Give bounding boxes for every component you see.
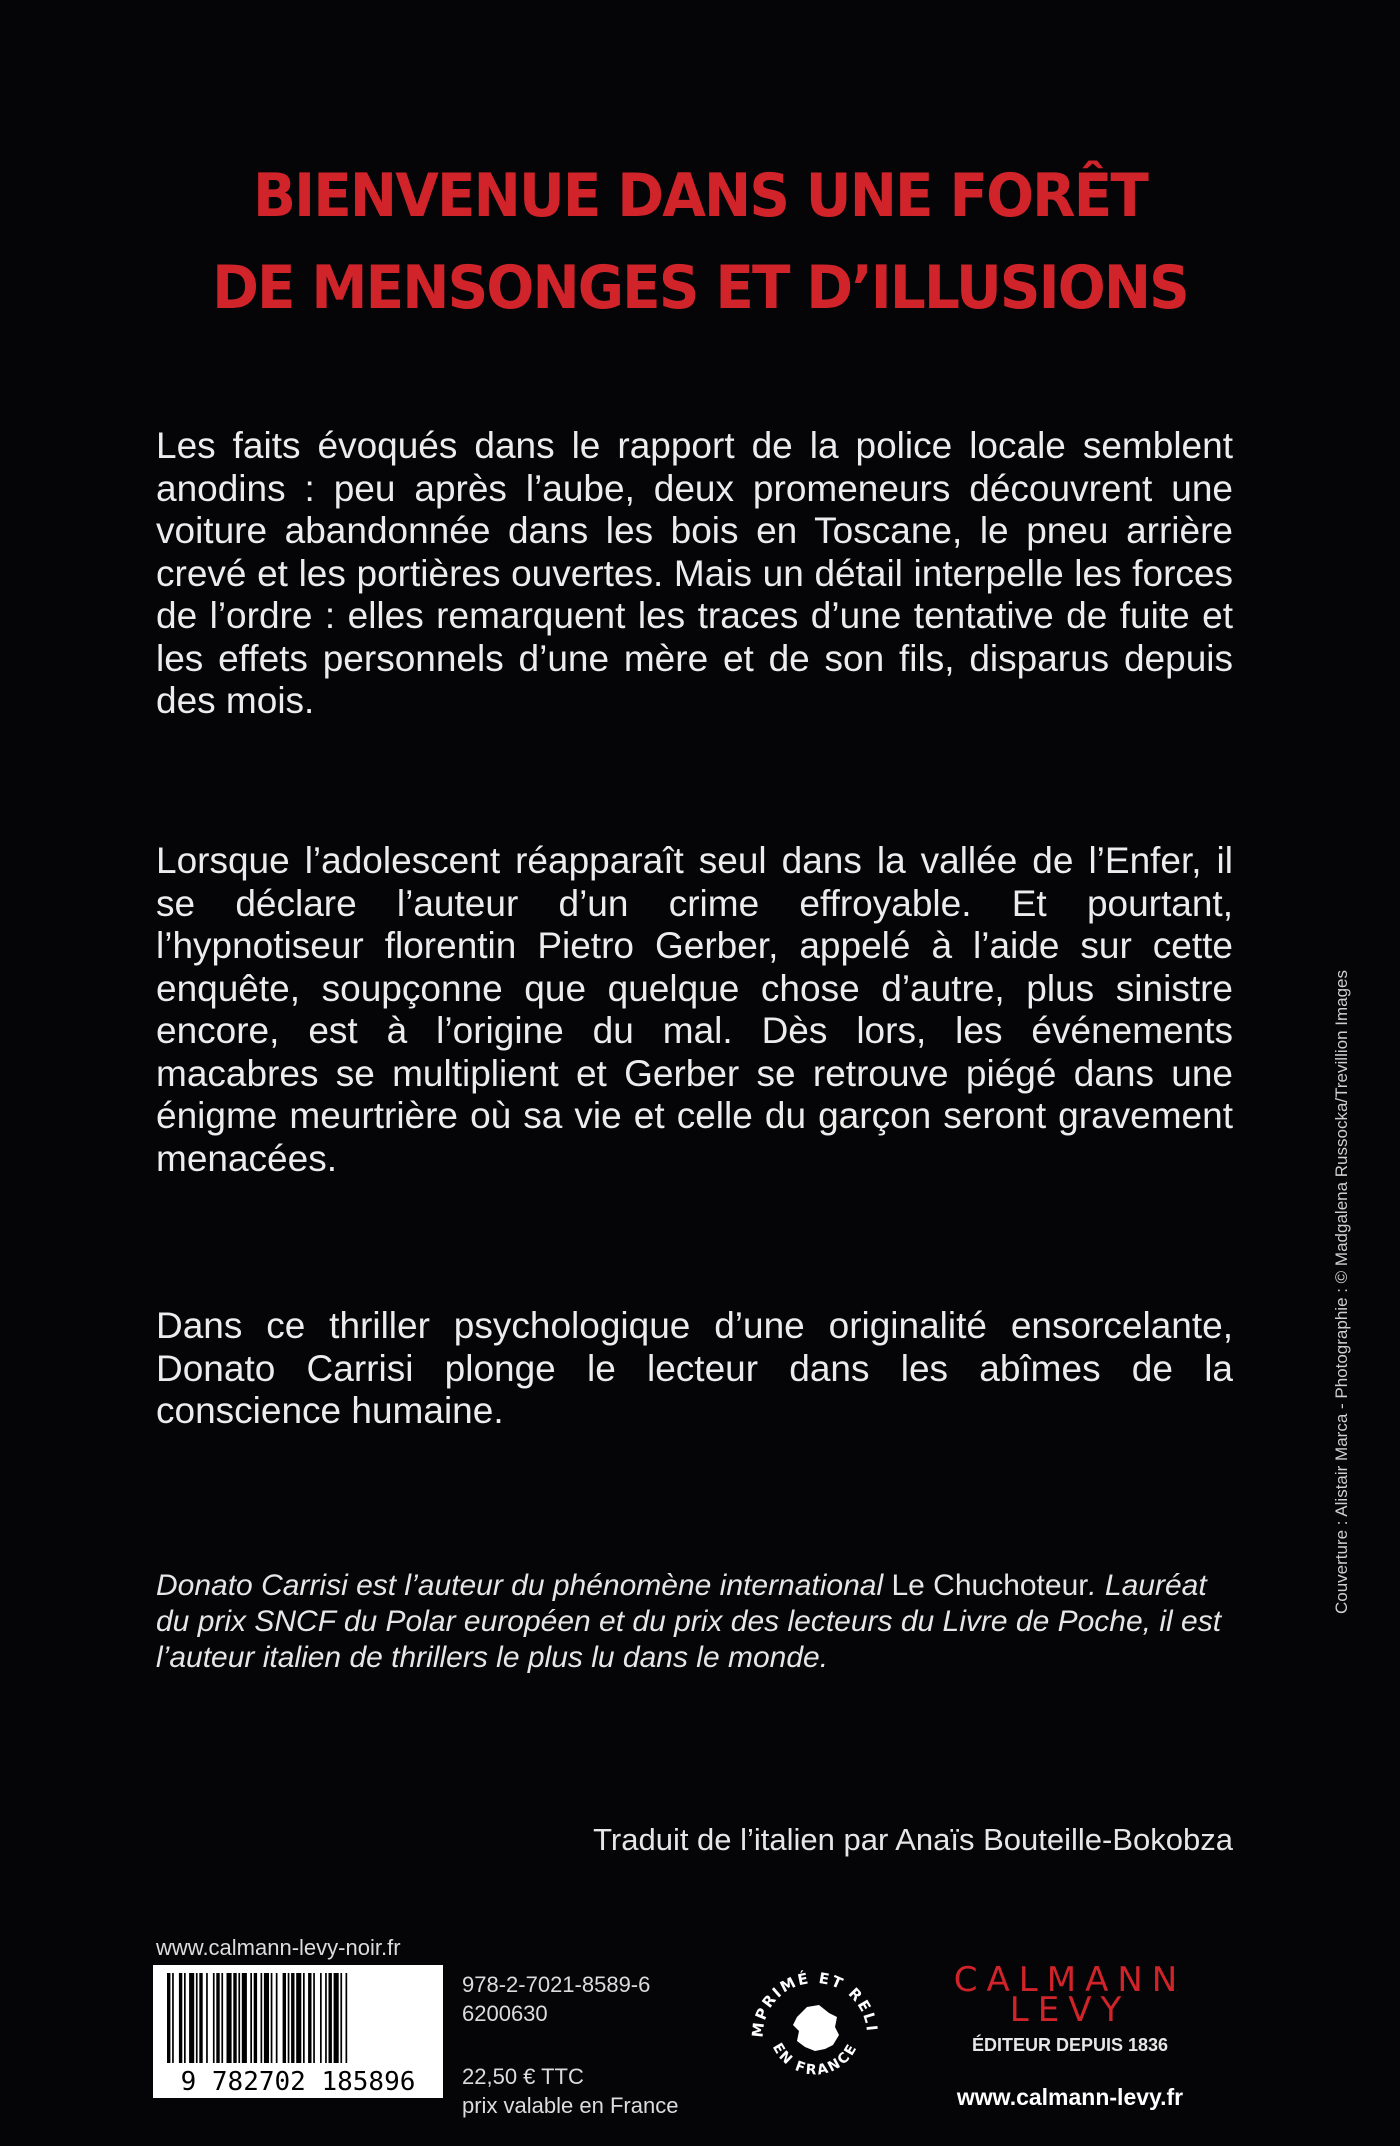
publisher-logo <box>940 1960 1200 2030</box>
barcode-bar <box>199 1973 202 2063</box>
barcode-bar <box>254 1973 257 2063</box>
author-bio <box>156 1568 1236 1676</box>
headline-line-2: DE MENSONGES ET D’ILLUSIONS <box>212 253 1188 323</box>
barcode-bar <box>308 1973 311 2063</box>
isbn: 978-2-7021-8589-6 <box>462 1972 651 1997</box>
bio-text-2: . Lauréat du prix SNCF du Polar européen et du prix des lecteurs du Livre de Poche, il est l’auteur italien de thrillers le plus lu dans le monde. <box>156 1569 1222 1674</box>
summary-paragraph-3: Dans ce thriller psychologique d’une originalité ensorcelante, Donato Carrisi plonge le lecteur dans les abîmes de la conscience humaine. <box>156 1305 1233 1431</box>
barcode-bar <box>291 1973 294 2063</box>
barcode-bar <box>242 1973 247 2063</box>
barcode-bar <box>221 1973 223 2063</box>
summary-paragraph-1: Les faits évoqués dans le rapport de la police locale semblent anodins : peu après l’aube, deux promeneurs découvrent une voiture abandonnée dans les bois en Toscane, le pneu arrière crevé et les portières ouvertes. Mais un détail interpelle les forces de l’ordre : elles remarquent les traces d’une tentative de fuite et les effets personnels d’une mère et de son fils, disparus depuis des mois. <box>156 425 1233 721</box>
barcode-bar <box>303 1973 305 2063</box>
barcode-bars <box>167 1973 347 2063</box>
headline-line-1: BIENVENUE DANS UNE FORÊT <box>253 161 1147 231</box>
barcode-bar <box>276 1973 278 2063</box>
barcode-bar <box>346 1973 348 2063</box>
barcode-bar <box>206 1973 208 2063</box>
barcode-graphic <box>153 1965 443 2098</box>
barcode-bar <box>167 1973 170 2063</box>
publisher-logo-line-2: LEVY <box>1009 1990 1131 2030</box>
barcode-bar <box>179 1973 182 2063</box>
cover-credit: Couverture : Alistair Marca - Photographie : © Madgalena Russocka/Trevillion Images <box>1332 969 1351 1615</box>
barcode-bar <box>325 1973 327 2063</box>
barcode-bar <box>261 1973 263 2063</box>
seal-top-text: MPRIMÉ ET RELI <box>748 1968 882 2039</box>
seal-bottom-text: EN FRANCE <box>768 2040 862 2079</box>
barcode-bar <box>216 1973 219 2063</box>
barcode-bar <box>296 1973 301 2063</box>
barcode-bar <box>340 1973 342 2063</box>
barcode-bar <box>329 1973 332 2063</box>
barcode-bar <box>196 1973 198 2063</box>
made-in-france-seal <box>745 1955 885 2105</box>
barcode-bar <box>334 1973 339 2063</box>
publisher-logo-line-1: CALMANN <box>953 1960 1187 2000</box>
publisher-block <box>940 1960 1200 2111</box>
headline <box>42 150 1358 334</box>
barcode-digits: 9 782702 185896 <box>180 2067 416 2097</box>
barcode-bar <box>227 1973 232 2063</box>
publisher-since: ÉDITEUR DEPUIS 1836 <box>971 2035 1169 2055</box>
barcode-bar <box>320 1973 322 2063</box>
price: 22,50 € TTC <box>462 2064 584 2089</box>
barcode-bar <box>271 1973 273 2063</box>
barcode-bar <box>250 1973 252 2063</box>
summary-paragraph-2: Lorsque l’adolescent réapparaît seul dans la vallée de l’Enfer, il se déclare l’auteur d’un crime effroyable. Et pourtant, l’hypnotiseur florentin Pietro Gerber, appelé à l’aide sur cette enquête, soupçonne que quelque chose d’autre, plus sinistre encore, est à l’origine du mal. Dès lors, les événements macabres se multiplient et Gerber se retrouve piégé dans une énigme meurtrière où sa vie et celle du garçon seront gravement menacées. <box>156 840 1233 1179</box>
bio-text-1: Donato Carrisi est l’auteur du phénomène international <box>156 1569 892 1602</box>
barcode-bar <box>313 1973 315 2063</box>
barcode-bar <box>264 1973 269 2063</box>
product-code: 6200630 <box>462 2001 548 2026</box>
barcode-bar <box>184 1973 186 2063</box>
barcode-bar <box>172 1973 174 2063</box>
translator-credit: Traduit de l’italien par Anaïs Bouteille-Bokobza <box>593 1822 1233 1857</box>
barcode-bar <box>189 1973 194 2063</box>
france-map-icon <box>793 2005 839 2051</box>
publisher-website[interactable]: www.calmann-levy.fr <box>956 2084 1184 2110</box>
barcode-bar <box>288 1973 290 2063</box>
price-note: prix valable en France <box>462 2093 679 2118</box>
barcode-bar <box>238 1973 240 2063</box>
isbn-block <box>462 1970 678 2120</box>
barcode-bar <box>283 1973 286 2063</box>
barcode-bar <box>213 1973 215 2063</box>
bio-book-title: Le Chuchoteur <box>891 1569 1089 1602</box>
barcode-bar <box>233 1973 236 2063</box>
website-noir[interactable]: www.calmann-levy-noir.fr <box>156 1935 401 1960</box>
barcode <box>153 1965 443 2098</box>
